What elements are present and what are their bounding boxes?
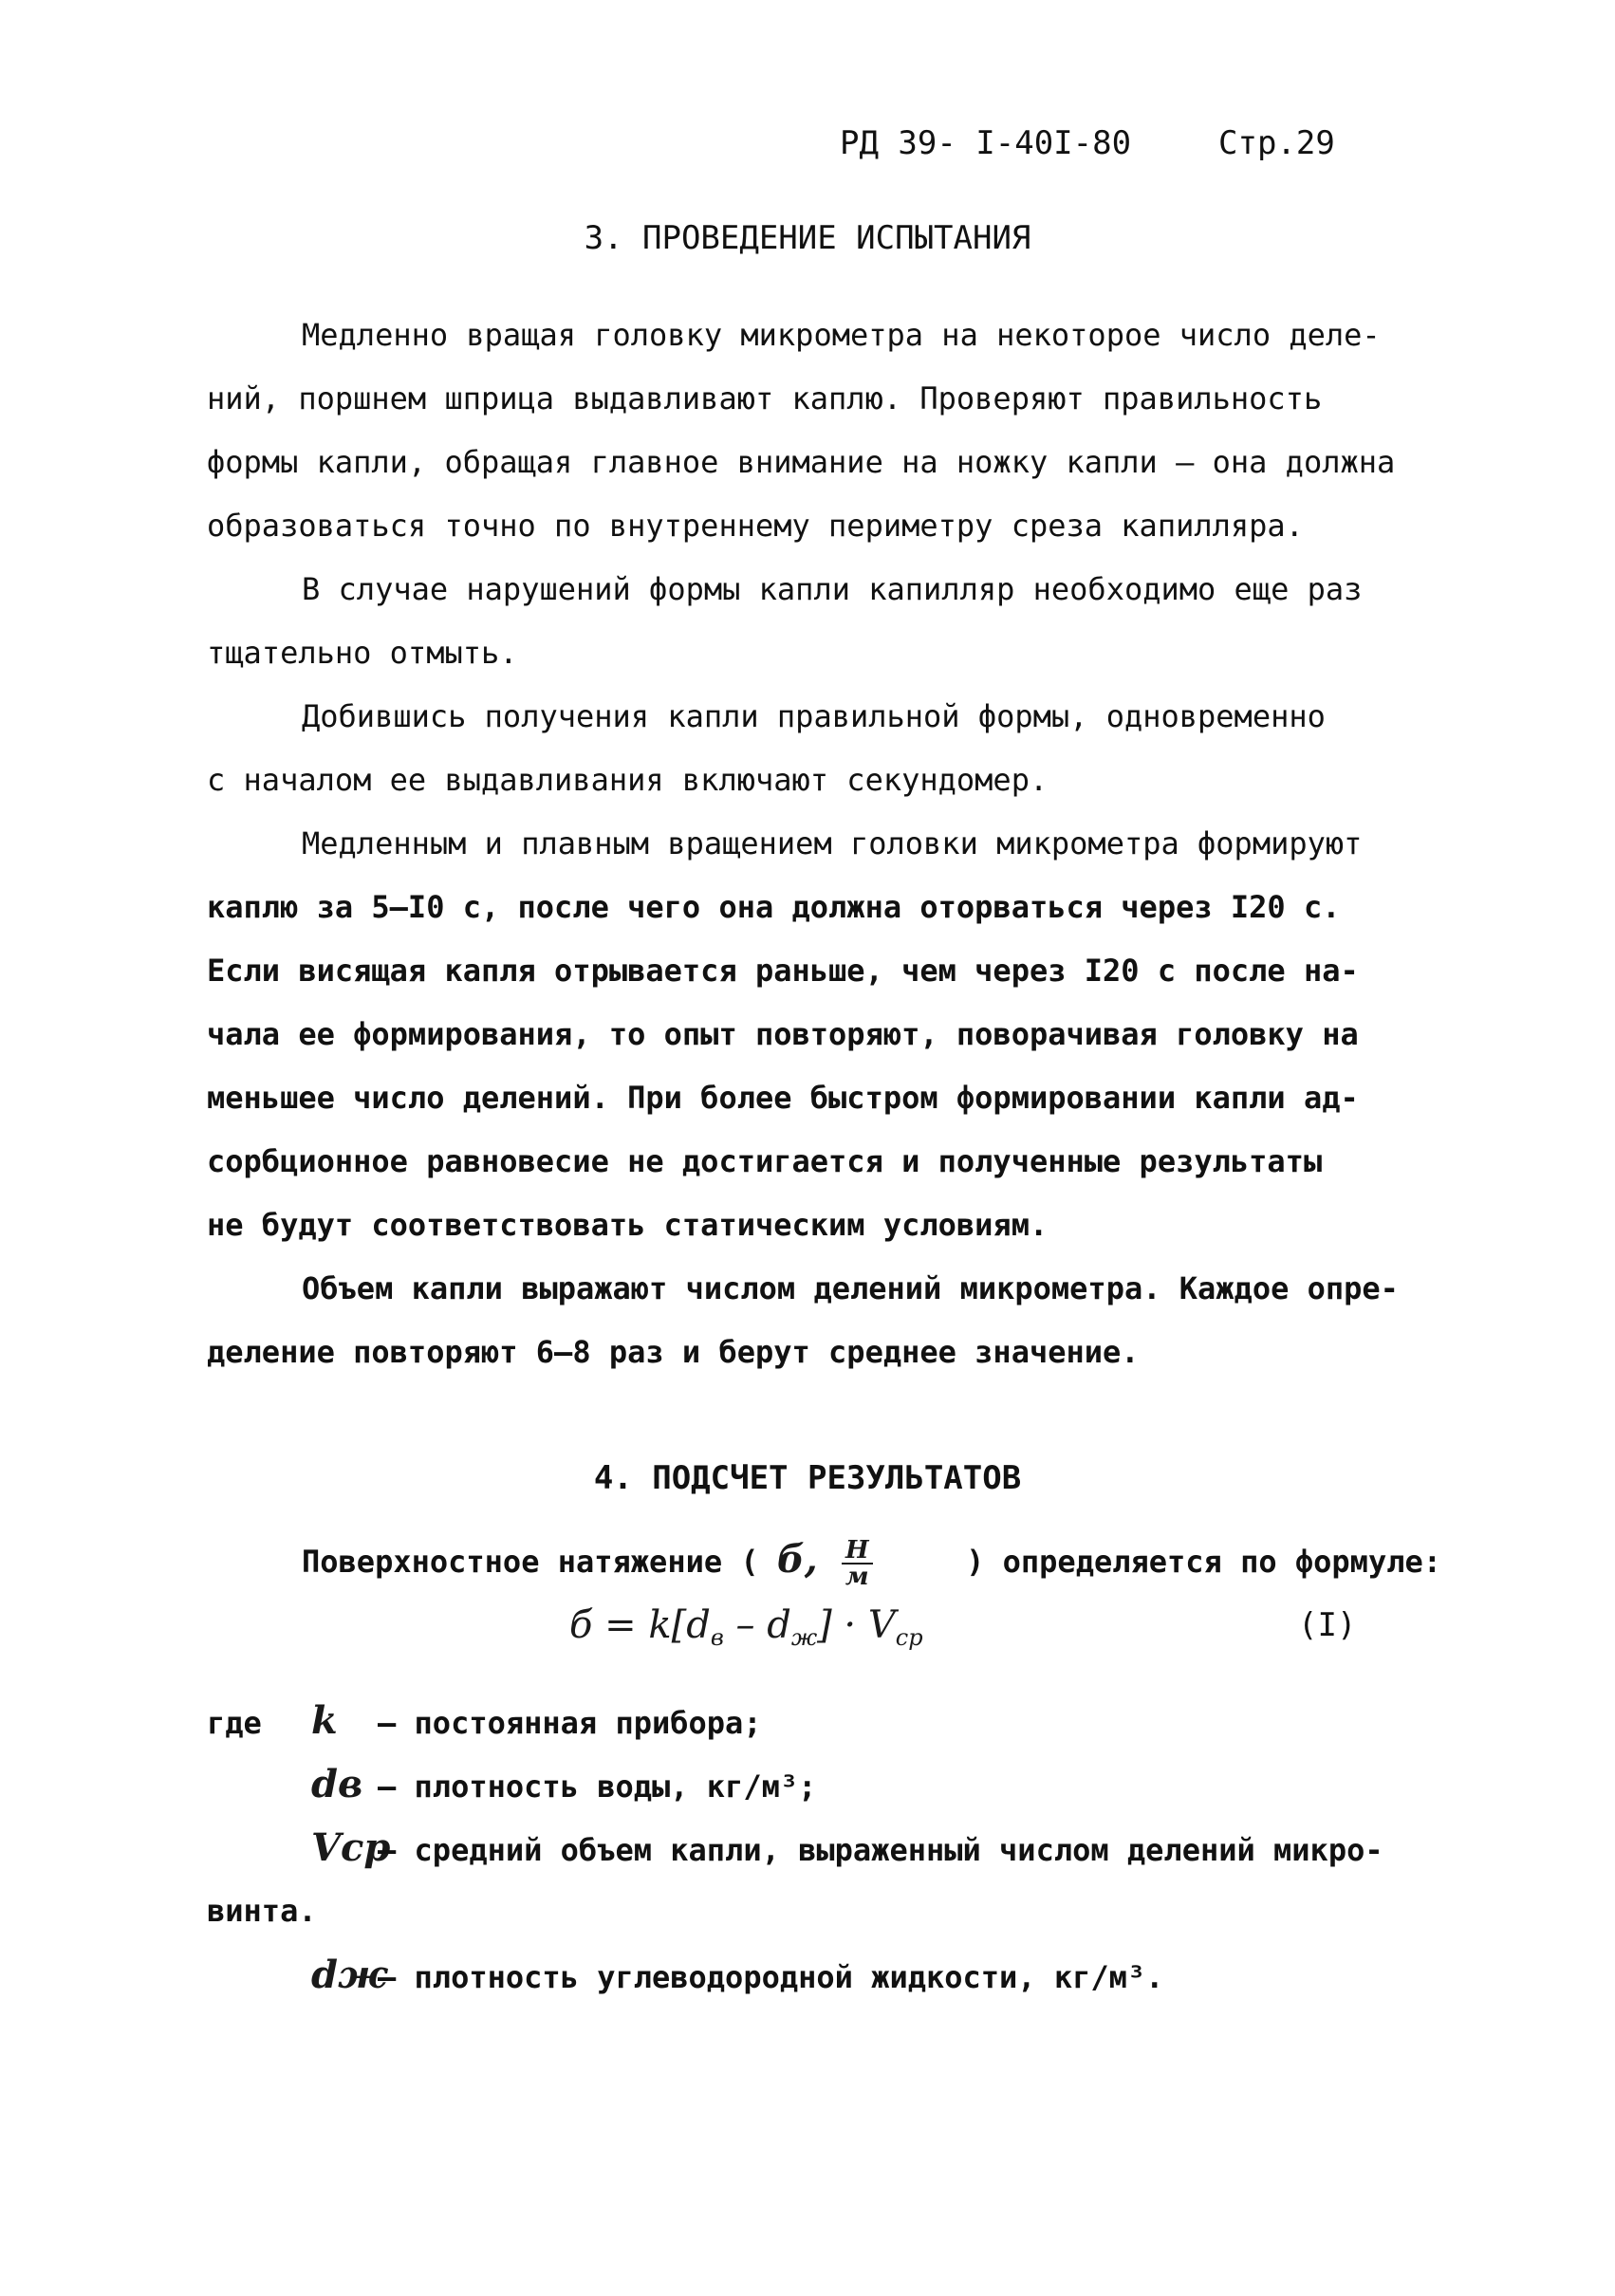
definition-symbol: dв (311, 1762, 363, 1806)
formula-subscript: ж (790, 1624, 818, 1651)
page-number: Стр.29 (1218, 124, 1335, 162)
paragraph-line: образоваться точно по внутреннему периметру среза капилляра. (207, 508, 1304, 544)
definition-text: – плотность углеводородной жидкости, кг/м³. (378, 1959, 1164, 1995)
formula-part: ] · V (817, 1603, 896, 1647)
definition-symbol: Vср (311, 1825, 391, 1870)
unit-numerator: Н (842, 1538, 873, 1565)
definition-row (207, 1689, 762, 1755)
definition-text: винта. (207, 1893, 317, 1929)
formula-part: – d (723, 1603, 791, 1647)
paragraph-line: Медленным и плавным вращением головки микрометра формируют (302, 825, 1363, 861)
paragraph-line: деление повторяют 6–8 раз и берут среднее значение. (207, 1334, 1140, 1370)
paragraph-line: тщательно отмыть. (207, 635, 518, 671)
paragraph-line: Медленно вращая головку микрометра на некоторое число деле- (302, 317, 1381, 353)
paragraph-line: не будут соответствовать статическим условиям. (207, 1207, 1049, 1243)
where-label: где (207, 1705, 262, 1741)
section-4-heading: 4. ПОДСЧЕТ РЕЗУЛЬТАТОВ (593, 1459, 1022, 1497)
sigma-symbol: б, (776, 1537, 818, 1582)
formula-1 (569, 1594, 923, 1670)
formula-subscript: в (710, 1624, 724, 1651)
paragraph-line: Объем капли выражают числом делений микрометра. Каждое опре- (302, 1270, 1399, 1306)
intro-text: Поверхностное натяжение ( (302, 1544, 759, 1580)
formula-subscript: ср (895, 1624, 923, 1651)
paragraph-line: сорбционное равновесие не достигается и полученные результаты (207, 1143, 1323, 1179)
intro-text-end: ) определяется по формуле: (966, 1544, 1441, 1580)
paragraph-line: Если висящая капля отрывается раньше, чем через I20 с после на- (207, 953, 1359, 989)
unit-denominator: м (845, 1563, 869, 1591)
paragraph-line: В случае нарушений формы капли капилляр необходимо еще раз (302, 571, 1363, 607)
formula-intro (302, 1528, 1441, 1594)
formula-number: (I) (1298, 1606, 1357, 1644)
paragraph-line: формы капли, обращая главное внимание на ножку капли – она должна (207, 444, 1396, 480)
document-number: РД 39- I-40I-80 (840, 124, 1132, 162)
definition-row (311, 1752, 816, 1819)
paragraph-line: с началом ее выдавливания включают секундомер. (207, 762, 1049, 798)
paragraph-line: каплю за 5–I0 с, после чего она должна оторваться через I20 с. (207, 889, 1341, 925)
definition-symbol: k (311, 1698, 338, 1743)
definition-text: – постоянная прибора; (378, 1705, 762, 1741)
definition-row (311, 1816, 1383, 1882)
unit-fraction (842, 1538, 873, 1589)
section-3-heading: 3. ПРОВЕДЕНИЕ ИСПЫТАНИЯ (584, 219, 1031, 257)
definition-row (207, 1879, 317, 1943)
paragraph-line: меньшее число делений. При более быстром формировании капли ад- (207, 1080, 1359, 1116)
paragraph-line: Добившись получения капли правильной формы, одновременно (302, 698, 1326, 734)
definition-symbol: dж (311, 1953, 388, 1997)
definition-row (311, 1943, 1163, 2009)
paragraph-line: чала ее формирования, то опыт повторяют, поворачивая головку на (207, 1016, 1359, 1052)
paragraph-line: ний, поршнем шприца выдавливают каплю. Проверяют правильность (207, 380, 1323, 417)
definition-text: – плотность воды, кг/м³; (378, 1768, 817, 1805)
formula-part: б = k[d (569, 1603, 711, 1647)
definition-text: – средний объем капли, выраженный числом делений микро- (378, 1832, 1383, 1868)
